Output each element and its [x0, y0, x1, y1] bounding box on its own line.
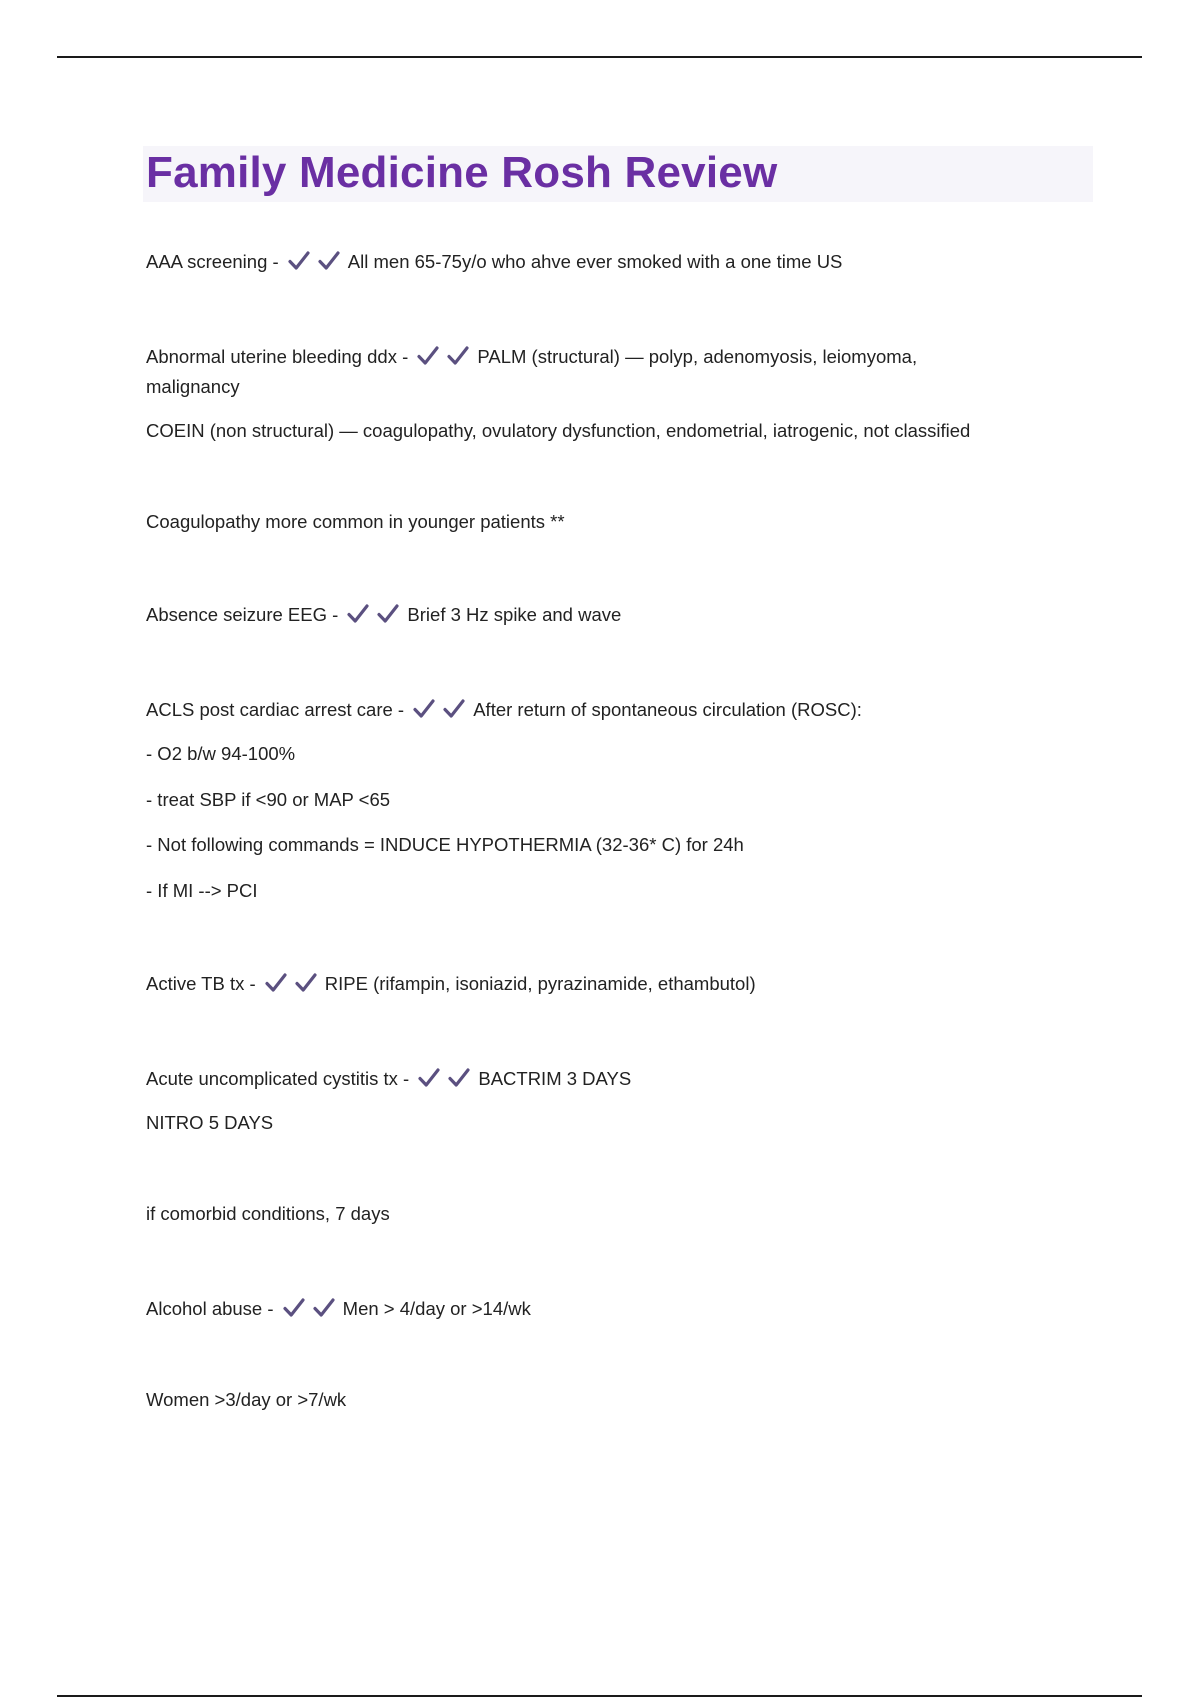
answer-text: Men > 4/day or >14/wk — [342, 1298, 531, 1319]
answer-detail-line: - If MI --> PCI — [146, 880, 258, 901]
term-text: Alcohol abuse - — [146, 1298, 274, 1319]
answer-detail-line: NITRO 5 DAYS — [146, 1112, 274, 1133]
checkmark-icon — [283, 1297, 305, 1319]
flashcard-entry — [146, 1066, 631, 1092]
flashcard-entry — [146, 344, 917, 370]
page-title: Family Medicine Rosh Review — [146, 148, 778, 197]
checkmark-icon — [413, 698, 435, 720]
checkmark-icon — [313, 1297, 335, 1319]
top-rule — [57, 56, 1142, 58]
answer-detail-line: COEIN (non structural) — coagulopathy, ovulatory dysfunction, endometrial, iatrogenic, not classified — [146, 420, 971, 441]
term-text: Acute uncomplicated cystitis tx - — [146, 1068, 410, 1089]
checkmark-icon — [347, 603, 369, 625]
answer-detail-line: Coagulopathy more common in younger patients ** — [146, 511, 565, 532]
answer-text: RIPE (rifampin, isoniazid, pyrazinamide, ethambutol) — [324, 973, 756, 994]
checkmark-icon — [377, 603, 399, 625]
checkmark-icon — [295, 972, 317, 994]
checkmark-icon — [417, 345, 439, 367]
checkmark-icon — [448, 1067, 470, 1089]
checkmark-icon — [418, 1067, 440, 1089]
answer-detail-line: - O2 b/w 94-100% — [146, 743, 296, 764]
checkmark-icon — [288, 250, 310, 272]
answer-text: BACTRIM 3 DAYS — [478, 1068, 632, 1089]
term-text: Abnormal uterine bleeding ddx - — [146, 346, 409, 367]
answer-text: PALM (structural) — polyp, adenomyosis, leiomyoma, — [477, 346, 918, 367]
flashcard-entry — [146, 971, 756, 997]
checkmark-icon — [443, 698, 465, 720]
flashcard-entry — [146, 249, 842, 275]
answer-detail-line: if comorbid conditions, 7 days — [146, 1203, 390, 1224]
checkmark-icon — [265, 972, 287, 994]
checkmark-icon — [447, 345, 469, 367]
term-text: ACLS post cardiac arrest care - — [146, 699, 405, 720]
answer-text: All men 65-75y/o who ahve ever smoked with a one time US — [347, 251, 843, 272]
answer-detail-line: - Not following commands = INDUCE HYPOTHERMIA (32-36* C) for 24h — [146, 834, 744, 855]
answer-detail-line: Women >3/day or >7/wk — [146, 1389, 347, 1410]
term-text: AAA screening - — [146, 251, 279, 272]
bottom-rule — [57, 1695, 1142, 1697]
flashcard-entry — [146, 697, 862, 723]
flashcard-entry — [146, 1296, 531, 1322]
flashcard-entry — [146, 602, 621, 628]
answer-detail-line: - treat SBP if <90 or MAP <65 — [146, 789, 391, 810]
term-text: Absence seizure EEG - — [146, 604, 339, 625]
answer-text: Brief 3 Hz spike and wave — [407, 604, 622, 625]
answer-text: After return of spontaneous circulation (ROSC): — [473, 699, 862, 720]
checkmark-icon — [318, 250, 340, 272]
answer-continuation: malignancy — [146, 376, 240, 397]
term-text: Active TB tx - — [146, 973, 256, 994]
